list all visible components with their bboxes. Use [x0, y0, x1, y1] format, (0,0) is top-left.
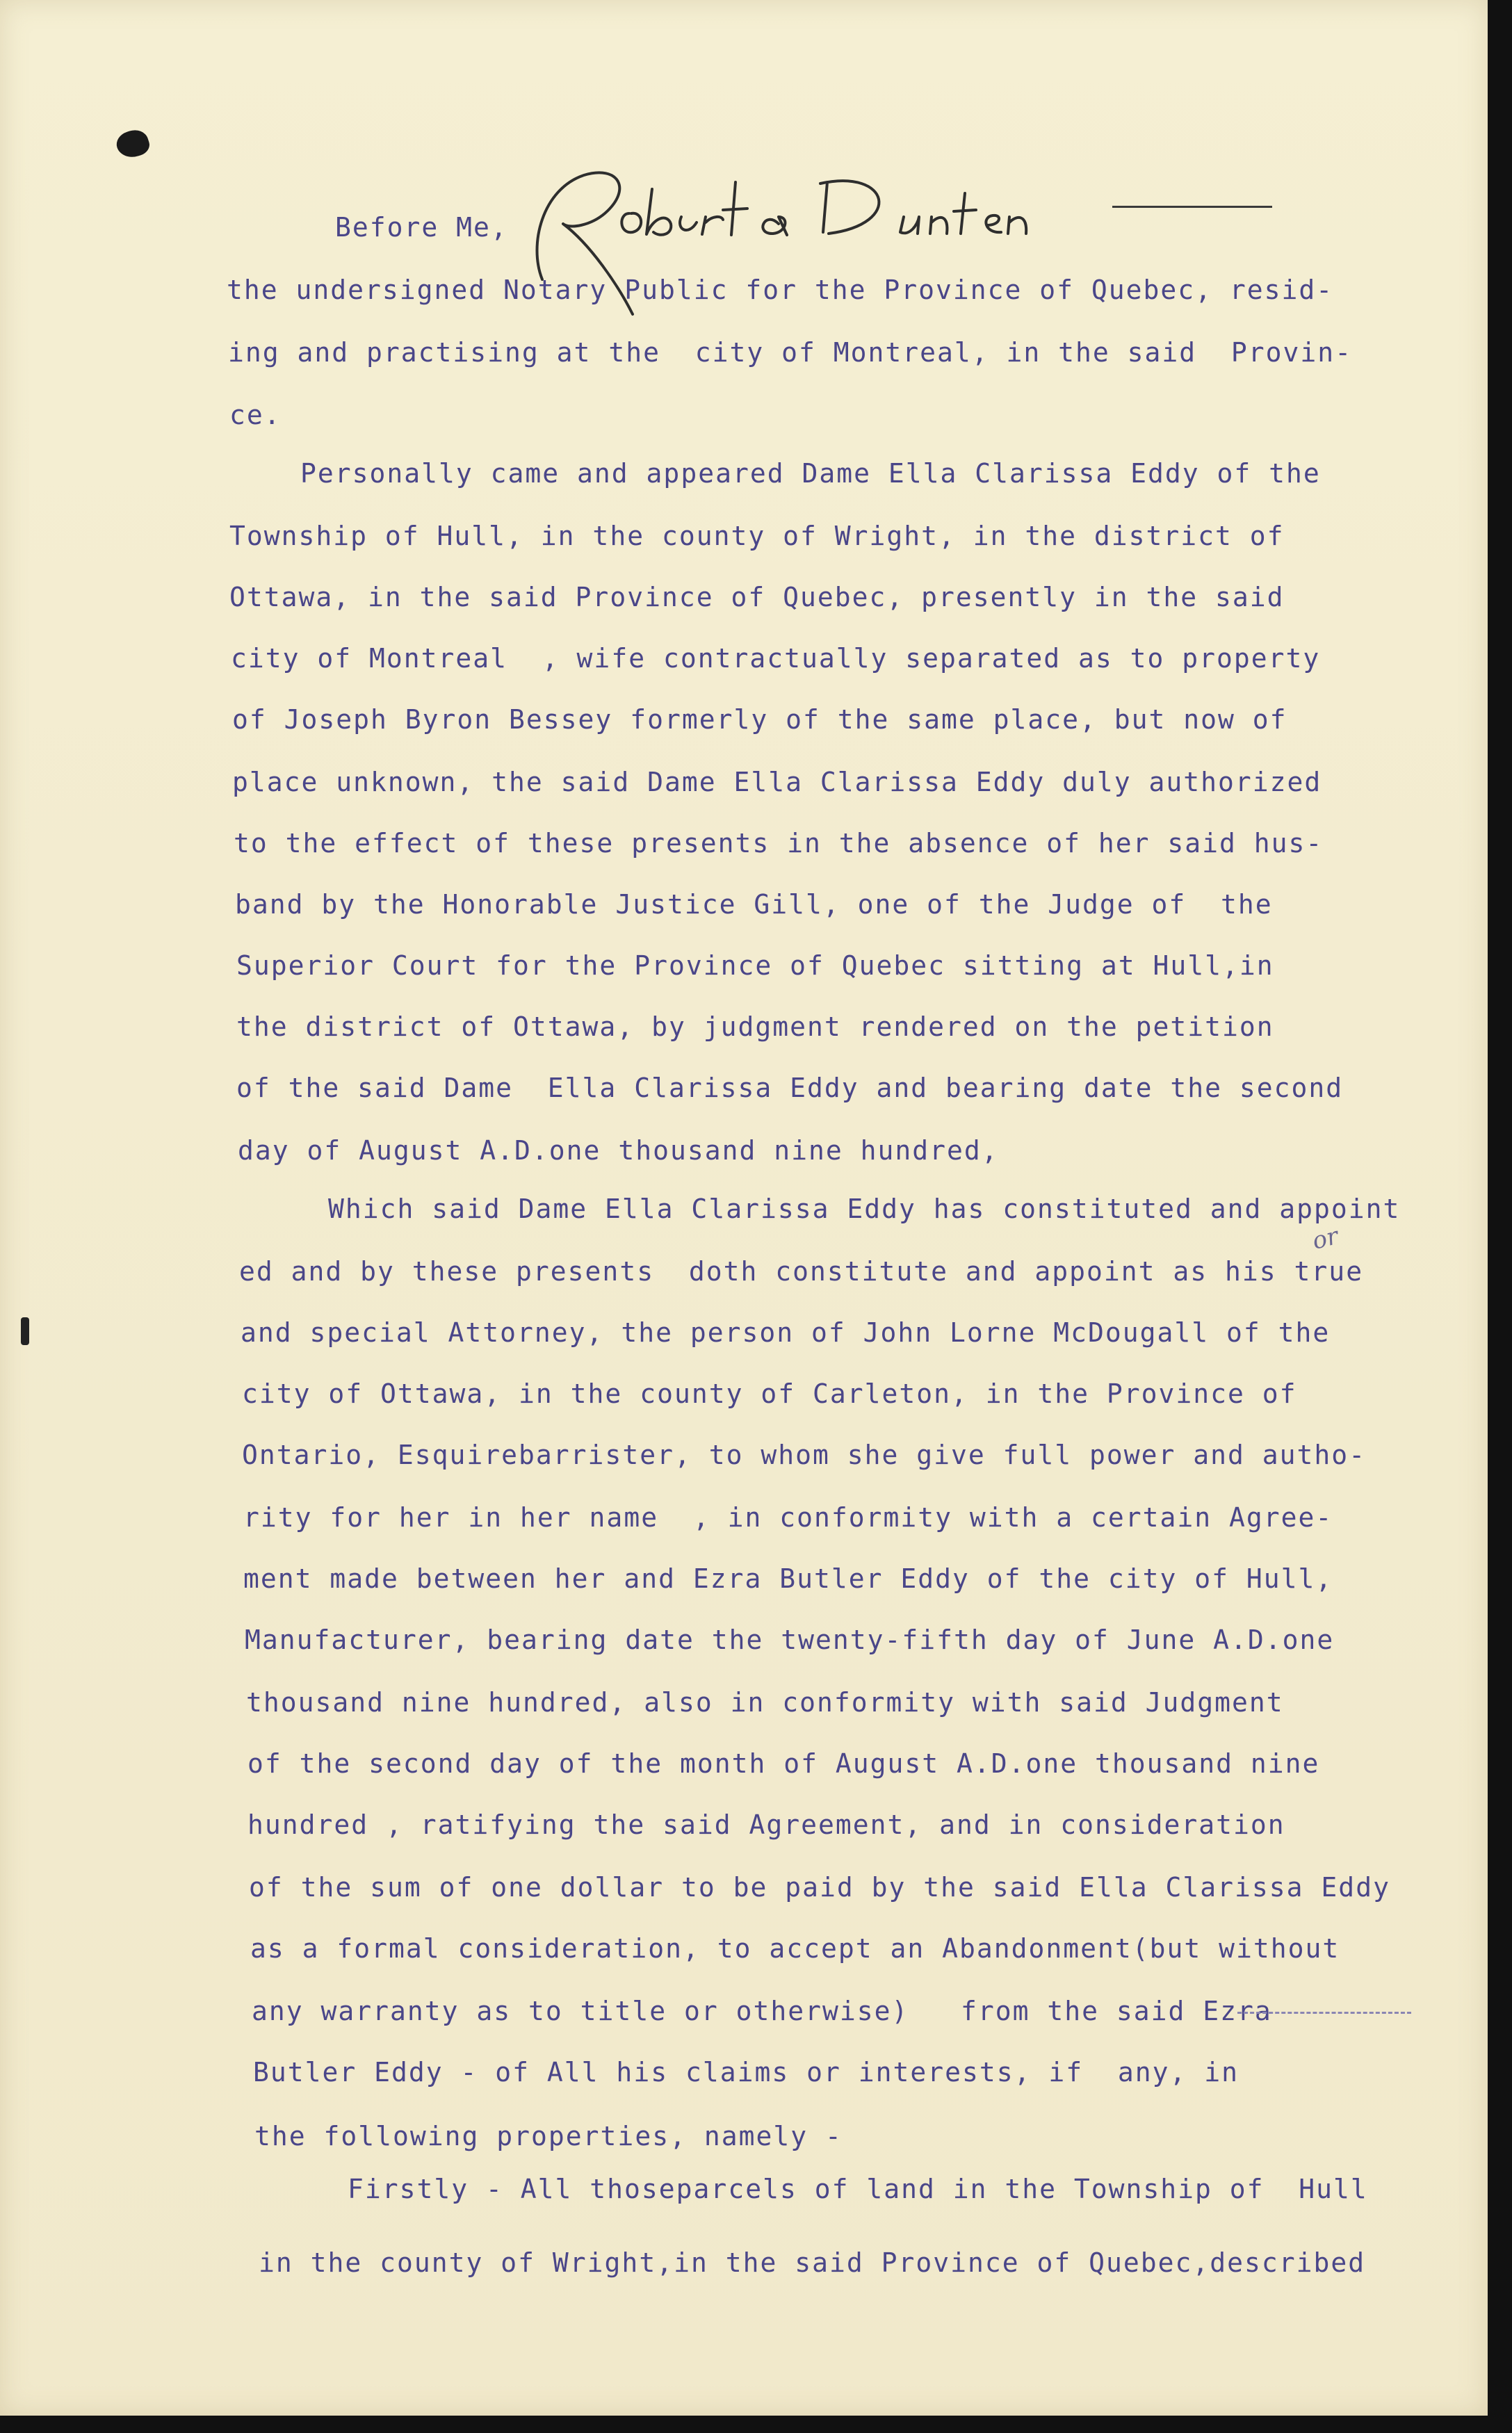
text-line: Township of Hull, in the county of Wright, in the district of	[229, 521, 1285, 551]
text-line: day of August A.D.one thousand nine hundred,	[238, 1135, 999, 1166]
text-line: Superior Court for the Province of Quebec sitting at Hull,in	[236, 950, 1274, 981]
text-line: band by the Honorable Justice Gill, one of the Judge of the	[235, 889, 1273, 920]
scan-border-bottom	[0, 2416, 1512, 2433]
text-line: hundred , ratifying the said Agreement, and in consideration	[247, 1809, 1285, 1840]
signature-rule	[1112, 206, 1272, 208]
text-line: Which said Dame Ella Clarissa Eddy has constituted and appoint	[328, 1194, 1401, 1224]
notary-signature	[514, 147, 1112, 328]
salutation: Before Me,	[335, 212, 508, 243]
text-line: Ontario, Esquirebarrister, to whom she give full power and autho-	[242, 1440, 1367, 1470]
text-line: as a formal consideration, to accept an Abandonment(but without	[250, 1933, 1340, 1964]
text-line: the undersigned Notary Public for the Province of Quebec, resid-	[227, 275, 1334, 305]
text-line: Ottawa, in the said Province of Quebec, presently in the said	[229, 582, 1285, 612]
text-line: any warranty as to title or otherwise) from the said Ezra	[252, 1996, 1272, 2026]
text-line: of the second day of the month of August A.D.one thousand nine	[247, 1748, 1320, 1779]
text-line: ing and practising at the city of Montreal, in the said Provin-	[228, 337, 1353, 368]
text-line: the following properties, namely -	[254, 2121, 843, 2151]
text-line: of the said Dame Ella Clarissa Eddy and bearing date the second	[236, 1073, 1344, 1103]
text-line: city of Montreal , wife contractually separated as to property	[231, 643, 1321, 674]
text-line: Manufacturer, bearing date the twenty-fifth day of June A.D.one	[245, 1625, 1335, 1655]
text-line: city of Ottawa, in the county of Carleton, in the Province of	[242, 1378, 1297, 1409]
handwritten-correction: or	[1309, 1222, 1342, 1255]
text-line: of the sum of one dollar to be paid by the said Ella Clarissa Eddy	[249, 1872, 1390, 1903]
scan-border-right	[1488, 0, 1512, 2433]
text-line: and special Attorney, the person of John Lorne McDougall of the	[241, 1317, 1331, 1348]
text-line: rity for her in her name , in conformity with a certain Agree-	[243, 1502, 1333, 1533]
text-line: ce.	[229, 400, 282, 430]
text-line: ment made between her and Ezra Butler Eddy of the city of Hull,	[243, 1563, 1333, 1594]
text-line: the district of Ottawa, by judgment rendered on the petition	[236, 1011, 1274, 1042]
text-line: to the effect of these presents in the absence of her said hus-	[234, 828, 1324, 859]
text-line: Firstly - All thoseparcels of land in the Township of Hull	[348, 2174, 1368, 2204]
text-line: thousand nine hundred, also in conformity with said Judgment	[246, 1687, 1284, 1718]
dashed-rule	[1237, 2012, 1411, 2014]
text-line: Personally came and appeared Dame Ella Clarissa Eddy of the	[300, 458, 1321, 489]
text-line: place unknown, the said Dame Ella Clarissa Eddy duly authorized	[232, 767, 1322, 797]
text-line: Butler Eddy - of All his claims or interests, if any, in	[253, 2057, 1239, 2088]
text-line: ed and by these presents doth constitute and appoint as his true	[239, 1256, 1364, 1287]
text-line: of Joseph Byron Bessey formerly of the same place, but now of	[232, 704, 1287, 735]
text-line: in the county of Wright,in the said Province of Quebec,described	[259, 2247, 1366, 2278]
